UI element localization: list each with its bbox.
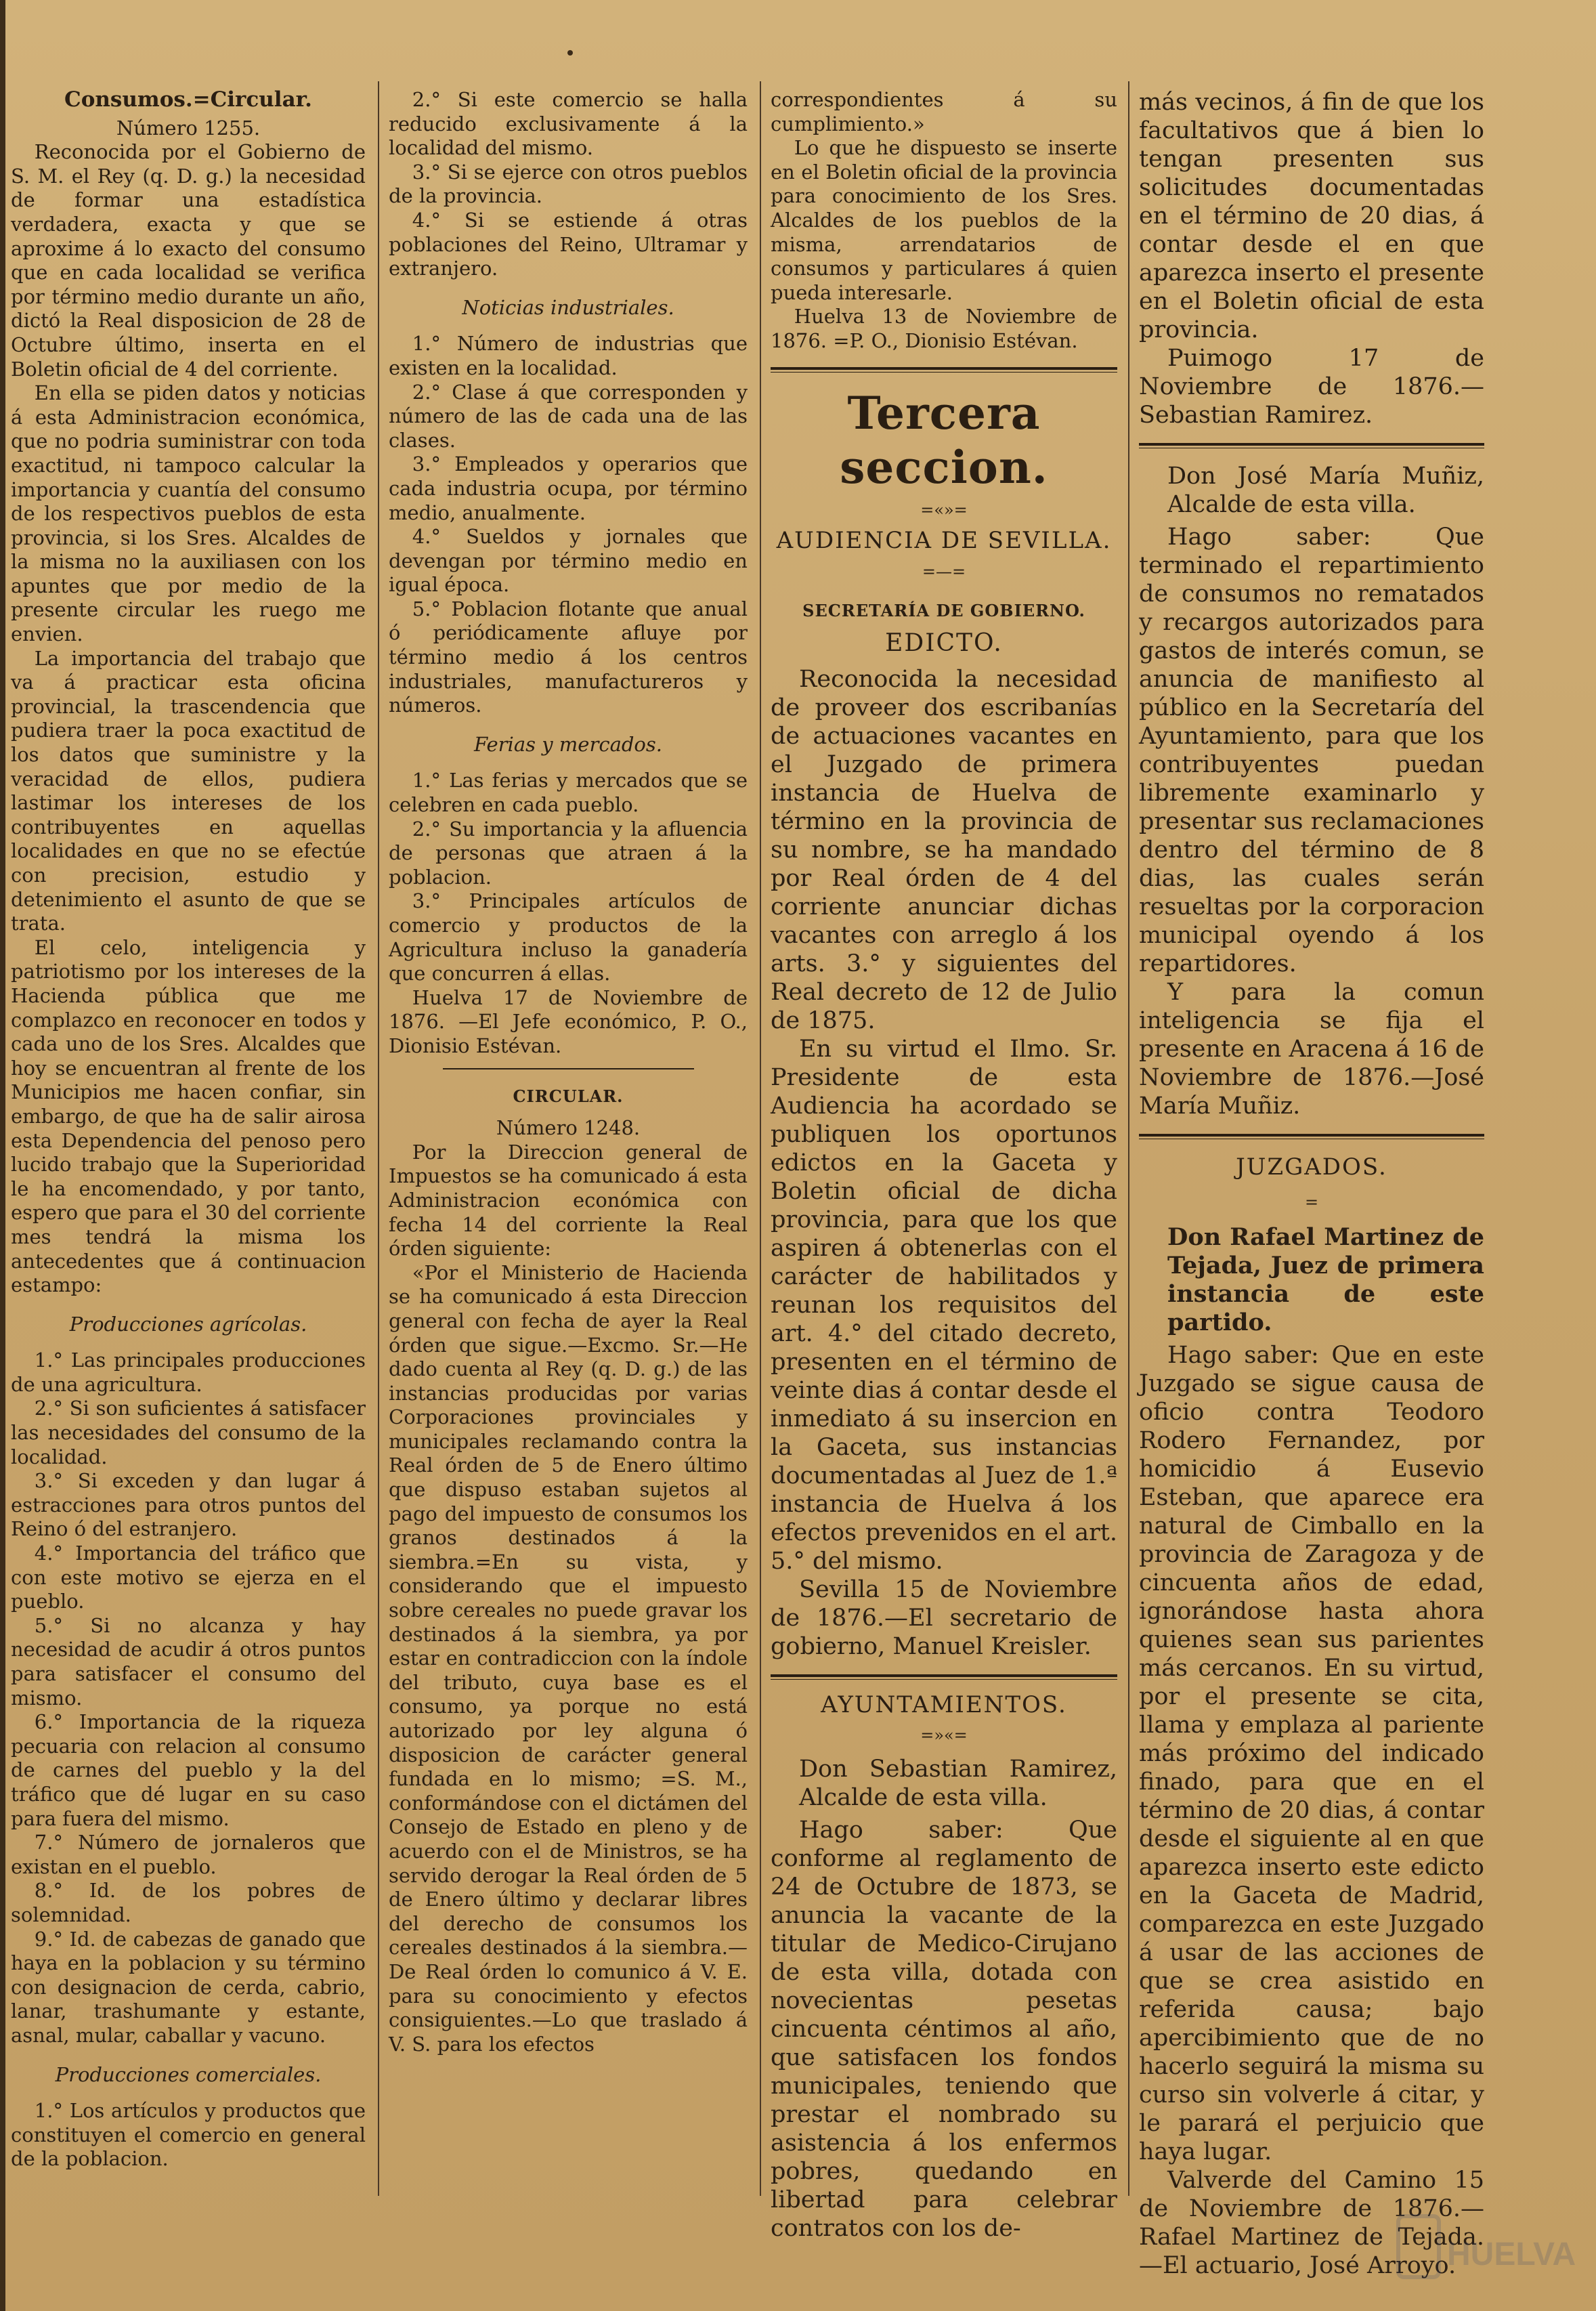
list-item: 2.° Si este comercio se halla reducido exclusivamente á la localidad del mismo.	[389, 88, 748, 160]
edicto-heading: EDICTO.	[885, 629, 1003, 657]
notice-lead: Don José María Muñiz, Alcalde de esta villa.	[1167, 463, 1484, 518]
list-item: 3.° Principales artículos de comercio y productos de la Agricultura incluso la ganadería que concurren á ellas.	[389, 889, 748, 985]
divider	[443, 1068, 694, 1069]
torn-edge	[0, 0, 5, 2311]
paragraph: Reconocida por el Gobierno de S. M. el Rey (q. D. g.) la necesidad de formar una estadística verdadera, exacta y que se aproxime á lo exacto del consumo que en cada localidad se verifica por término medio durante un año, dictó la Real disposicion de 28 de Octubre último, inserta en el Boletin oficial de 4 del corriente.	[11, 140, 366, 381]
column-2	[389, 88, 748, 2201]
list-item: 8.° Id. de los pobres de solemnidad.	[11, 1879, 366, 1926]
list-item: 1.° Las principales producciones de una agricultura.	[11, 1349, 366, 1396]
list-item: 1.° Las ferias y mercados que se celebren en cada pueblo.	[389, 769, 748, 817]
subheading: Ferias y mercados.	[473, 732, 662, 756]
list-item: 4.° Sueldos y jornales que devengan por término medio en igual época.	[389, 525, 748, 597]
paragraph: La importancia del trabajo que va á practicar esta oficina provincial, la trascendencia que pudiera traer la poca exactitud de los datos que suministre y la veracidad de ellos, pudiera lastimar los intereses de los contribuyentes en aquellas localidades en que no se efectúe con precision, estudio y detenimiento el asunto de que se trata.	[11, 646, 366, 935]
ornament: =	[1304, 1193, 1319, 1212]
signature: Sevilla 15 de Noviembre de 1876.—El secretario de gobierno, Manuel Kreisler.	[771, 1575, 1117, 1660]
signature: Puimogo 17 de Noviembre de 1876.—Sebastian Ramirez.	[1139, 345, 1484, 429]
list-item: 2.° Si son suficientes á satisfacer las necesidades del consumo de la localidad.	[11, 1397, 366, 1468]
column-divider	[1128, 81, 1129, 2196]
section-heading: Tercera seccion.	[840, 386, 1048, 494]
paragraph: Reconocida la necesidad de proveer dos escribanías de actuaciones vacantes en el Juzgado de primera instancia de Huelva de término en la provincia de su nombre, se ha mandado por Real órden de 4 del corriente anunciar dichas vacantes con arreglo á los arts. 3.° y siguientes del Real decreto de 12 de Julio de 1875.	[771, 665, 1117, 1034]
paragraph: correspondientes á su cumplimiento.»	[771, 88, 1117, 135]
divider	[1139, 443, 1484, 448]
paragraph: En su virtud el Ilmo. Sr. Presidente de esta Audiencia ha acordado se publiquen los oportunos edictos en la Gaceta y Boletin oficial de dicha provincia, para que los que aspiren á obtenerlas con el carácter de habilitados y reunan los requisitos del art. 4.° del citado decreto, presenten en el término de veinte dias á contar desde el inmediato á su insercion en la Gaceta, sus instancias documentadas al Juez de 1.ª instancia de Huelva á los efectos prevenidos en el art. 5.° del mismo.	[771, 1035, 1117, 1575]
watermark-text: HUELVA	[1447, 2236, 1576, 2272]
notice-lead: Don Sebastian Ramirez, Alcalde de esta villa.	[799, 1755, 1117, 1811]
signature: Huelva 13 de Noviembre de 1876. =P. O., Dionisio Estévan.	[771, 305, 1117, 352]
subheading: Noticias industriales.	[462, 295, 674, 319]
ornament: =«»=	[920, 500, 968, 520]
column-3	[771, 88, 1117, 2242]
paragraph: El celo, inteligencia y patriotismo por los intereses de la Hacienda pública que me complazco en reconocer en todos y cada uno de los Sres. Alcaldes que hoy se encuentran al frente de los Municipios me hacen confiar, sin embargo, de que ha de salir airosa esta Dependencia del penoso pero lucido trabajo que la Superioridad le ha encomendado, y por tanto, espero que para el 30 del corriente mes tendrá la misma los antecedentes que á continuacion estampo:	[11, 935, 366, 1297]
list-item: 3.° Si exceden y dan lugar á estracciones para otros puntos del Reino ó del estranjero.	[11, 1469, 366, 1541]
divider	[1139, 1134, 1484, 1139]
subheading: Producciones agrícolas.	[69, 1312, 307, 1336]
library-watermark	[1393, 2209, 1576, 2291]
list-item: 5.° Poblacion flotante que anual ó periódicamente afluye por término medio á los centros industriales, manufactureros y números.	[389, 597, 748, 717]
subheading: Producciones comerciales.	[55, 2062, 322, 2086]
paragraph: «Por el Ministerio de Hacienda se ha comunicado á esta Direccion general con fecha de ayer la Real órden que sigue.—Excmo. Sr.—He dado cuenta al Rey (q. D. g.) de las instancias producidas por varias Corporaciones provinciales y municipales reclamando contra la Real órden de 5 de Enero último que dispuso estaban sujetos al pago del impuesto de consumos los granos destinados á la siembra.=En su vista, y considerando que el impuesto sobre cereales no puede gravar los destinados á la siembra, ya por estar en contradiccion con la índole del tributo, cuya base es el consumo, ya porque no está autorizado por ley alguna ó disposicion de carácter general fundada en lo mismo; =S. M., conformándose con el dictámen del Consejo de Estado en pleno y de acuerdo con el de Ministros, se ha servido derogar la Real órden de 5 de Enero último y declarar libres del derecho de consumos los cereales destinados á la siembra.—De Real órden lo comunico á V. E. para su conocimiento y efectos consiguientes.—Lo que traslado á V. S. para los efectos	[389, 1260, 748, 2056]
audiencia-heading: AUDIENCIA DE SEVILLA.	[776, 527, 1112, 555]
list-item: 1.° Los artículos y productos que constituyen el comercio en general de la poblacion.	[11, 2099, 366, 2171]
list-item: 6.° Importancia de la riqueza pecuaria con relacion al consumo de carnes del pueblo y la del tráfico que dé lugar en su caso para fuera del mismo.	[11, 1710, 366, 1830]
secretaria-heading: SECRETARÍA DE GOBIERNO.	[802, 601, 1085, 621]
paragraph: Y para la comun inteligencia se fija el presente en Aracena á 16 de Noviembre de 1876.—José María Muñiz.	[1139, 979, 1484, 1120]
paragraph: Hago saber: Que en este Juzgado se sigue causa de oficio contra Teodoro Rodero Fernandez, por homicidio á Eusevio Esteban, que aparece era natural de Cimballo en la provincia de Zaragoza y de cincuenta años de edad, ignorándose hasta ahora quienes sean sus parientes más cercanos. En su virtud, por el presente se cita, llama y emplaza al pariente más próximo del indicado finado, para que en el término de 20 dias, á contar desde el siguiente al en que aparezca inserto este edicto en la Gaceta de Madrid, comparezca en este Juzgado á usar de las acciones de que se crea asistido en referida causa; bajo apercibimiento que de no hacerlo seguirá la misma su curso sin volverle á citar, y le parará el perjuicio que haya lugar.	[1139, 1342, 1484, 2165]
list-item: 2.° Su importancia y la afluencia de personas que atraen á la poblacion.	[389, 817, 748, 889]
list-item: 1.° Número de industrias que existen en la localidad.	[389, 332, 748, 379]
list-item: 7.° Número de jornaleros que existan en el pueblo.	[11, 1831, 366, 1878]
signature: Huelva 17 de Noviembre de 1876. —El Jefe económico, P. O., Dionisio Estévan.	[389, 985, 748, 1057]
paragraph: Hago saber: Que terminado el repartimiento de consumos no rematados y recargos autorizados para gastos de interés comun, se anuncia de manifiesto al público en la Secretaría del Ayuntamiento, para que los contribuyentes puedan libremente examinarlo y presentar sus reclamaciones dentro del término de 8 dias, las cuales serán resueltas por la corporacion municipal oyendo á los repartidores.	[1139, 524, 1484, 977]
column-4	[1139, 88, 1484, 2279]
divider	[771, 367, 1117, 373]
list-item: 9.° Id. de cabezas de ganado que haya en la poblacion y su término con designacion de cerda, cabrio, lanar, trashumante y estante, asnal, mular, caballar y vacuno.	[11, 1927, 366, 2047]
circular-number: Número 1255.	[116, 116, 261, 140]
ayuntamientos-heading: AYUNTAMIENTOS.	[821, 1691, 1067, 1718]
paragraph: Por la Direccion general de Impuestos se ha comunicado á esta Administracion económica con fecha 14 del corriente la Real órden siguiente:	[389, 1140, 748, 1260]
divider	[771, 1674, 1117, 1680]
list-item: 2.° Clase á que corresponden y número de las de cada una de las clases.	[389, 380, 748, 452]
paragraph: más vecinos, á fin de que los facultativos que á bien lo tengan presenten sus solicitudes documentadas en el término de 20 dias, á contar desde el en que aparezca inserto el presente en el Boletin oficial de esta provincia.	[1139, 89, 1484, 343]
notice-lead: Don Rafael Martinez de Tejada, Juez de primera instancia de este partido.	[1167, 1223, 1484, 1336]
paragraph: Lo que he dispuesto se inserte en el Boletin oficial de la provincia para conocimiento de los Sres. Alcaldes de los pueblos de la misma, arrendatarios de consumos y particulares á quien pueda interesarle.	[771, 136, 1117, 304]
paragraph: Hago saber: Que conforme al reglamento de 24 de Octubre de 1873, se anuncia la vacante de la titular de Medico-Cirujano de esta villa, dotada con novecientas pesetas cincuenta céntimos al año, que satisfacen los fondos municipales, teniendo que prestar el nombrado su asistencia á los enfermos pobres, quedando en libertad para celebrar contratos con los de-	[771, 1816, 1117, 2242]
list-item: 3.° Si se ejerce con otros pueblos de la provincia.	[389, 160, 748, 208]
ornament: =—=	[922, 561, 966, 581]
list-item: 3.° Empleados y operarios que cada industria ocupa, por término medio, anualmente.	[389, 452, 748, 524]
signature: Valverde del Camino 15 de Noviembre de 1876.—Rafael Martinez de Tejada.—El actuario, José Arroyo.	[1139, 2167, 1484, 2279]
circular-number: Número 1248.	[496, 1116, 641, 1140]
circular-heading: CIRCULAR.	[513, 1086, 624, 1106]
column-divider	[760, 81, 761, 2196]
column-1	[11, 88, 366, 2201]
ink-dot	[567, 50, 573, 56]
juzgados-heading: JUZGADOS.	[1236, 1153, 1387, 1181]
paragraph: En ella se piden datos y noticias á esta Administracion económica, que no podria suministrar con toda exactitud, ni tampoco calcular la importancia y cuantía del consumo de los respectivos pueblos de esta provincia, si los Sres. Alcaldes de la misma no la auxiliasen con los apuntes que por medio de la presente circular les ruego me envien.	[11, 381, 366, 646]
list-item: 5.° Si no alcanza y hay necesidad de acudir á otros puntos para satisfacer el consumo del mismo.	[11, 1613, 366, 1710]
column-divider	[378, 81, 379, 2196]
list-item: 4.° Si se estiende á otras poblaciones del Reino, Ultramar y extranjero.	[389, 208, 748, 280]
list-item: 4.° Importancia del tráfico que con este motivo se ejerza en el pueblo.	[11, 1542, 366, 1613]
ornament: =»«=	[920, 1726, 968, 1745]
section-title: Consumos.=Circular.	[64, 87, 312, 112]
